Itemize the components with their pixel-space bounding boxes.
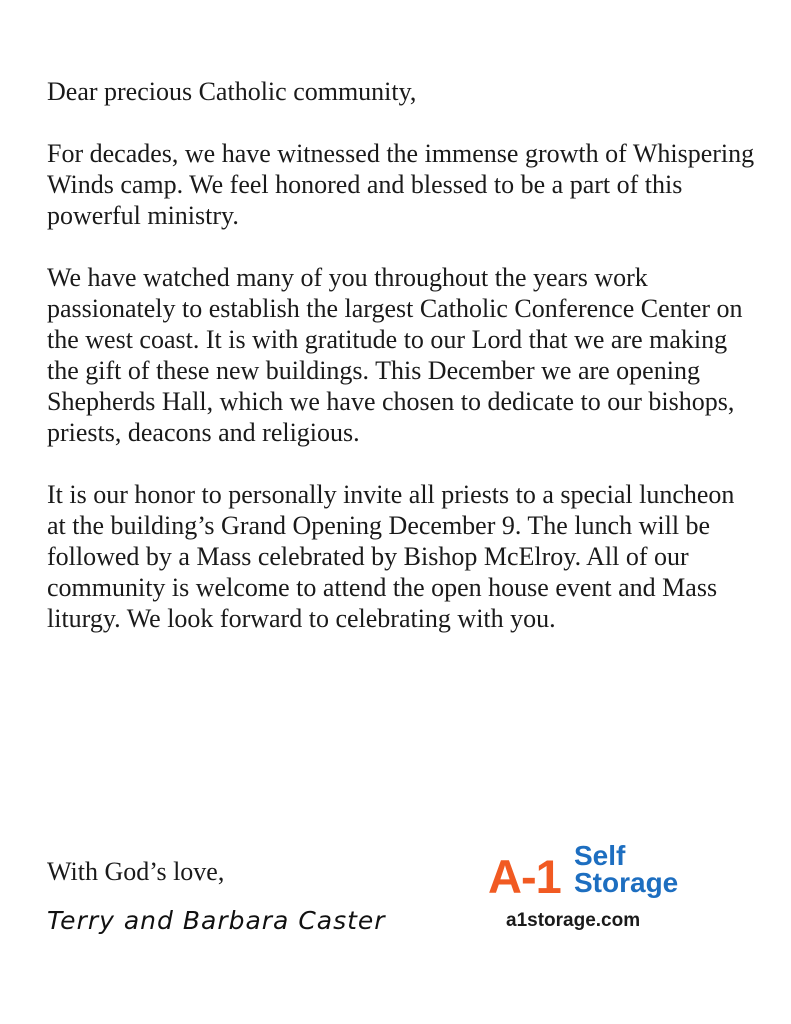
logo-url: a1storage.com [506, 910, 641, 931]
logo-word-self: Self [574, 840, 626, 871]
a1-self-storage-logo [488, 842, 708, 942]
closing: With God’s love, [47, 857, 225, 886]
signature: Terry and Barbara Caster [47, 906, 386, 935]
salutation: Dear precious Catholic community, [47, 77, 417, 106]
logo-words [574, 842, 678, 896]
paragraph-growth: For decades, we have witnessed the immense growth of Whispering Winds camp. We feel honored and blessed to be a part of this powerful ministry. [47, 139, 755, 230]
paragraph-gift: We have watched many of you throughout the years work passionately to establish the largest Catholic Conference Center on the west coast. It is with gratitude to our Lord that we are making the gift of these new buildings. This December we are opening Shepherds Hall, which we have chosen to dedicate to our bishops, priests, deacons and religious. [47, 263, 743, 447]
letter-body [47, 76, 757, 634]
paragraph-invitation: It is our honor to personally invite all priests to a special luncheon at the building’s Grand Opening December 9. The lunch will be followed by a Mass celebrated by Bishop McElroy. All of our community is welcome to attend the open house event and Mass liturgy. We look forward to celebrating with you. [47, 480, 735, 633]
logo-mark: A-1 [488, 850, 561, 903]
logo-word-storage: Storage [574, 867, 679, 898]
